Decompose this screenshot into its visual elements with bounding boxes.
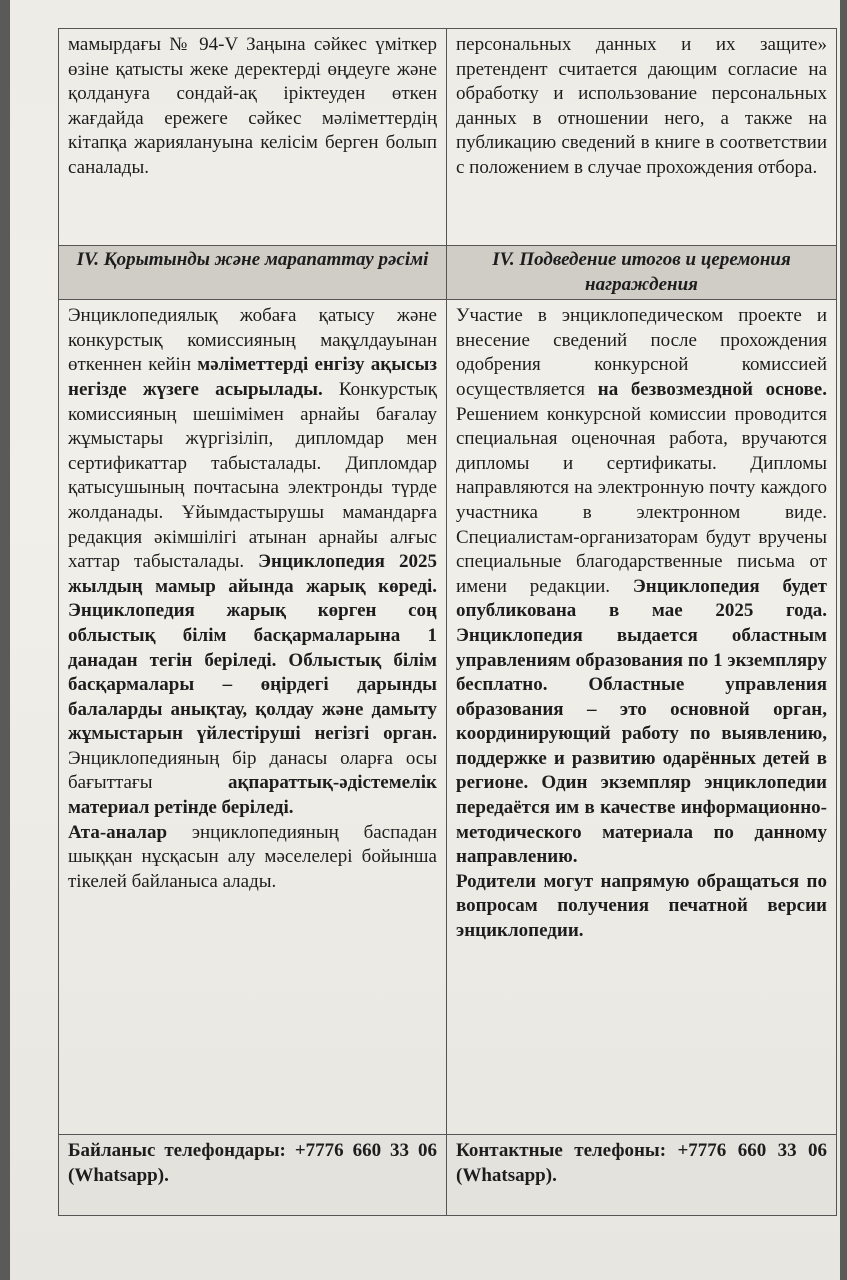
text-run-bold: мәліметтерді енгізу ақысыз негізде жүзеге асырылады. [68,354,437,400]
text-run-bold: Энциклопедия будет опубликована в мае 2025 года. Энциклопедия выдается областным управлениям образования по 1 экземпляру бесплатно. Областные управления образования – это основной орган, координирующий работу по выявлению, поддержке и развитию одарённых детей в регионе. Один экземпляр энциклопедии передаётся им в качестве информационно-методического материала по данному направлению. [456,575,827,868]
contacts-ru: Контактные телефоны: +7776 660 33 06 (Whatsapp). [447,1135,837,1216]
text-run-bold: Энциклопедия 2025 жылдың мамыр айында жарық көреді. Энциклопедия жарық көрген соң облыстық білім басқармаларына 1 данадан тегін беріледі. Облыстық білім басқармалары – өңірдегі дарынды балаларды анықтау, қолдау және дамыту жұмыстарын үйлестіруші негізгі орган. [68,551,437,745]
consent-cell-kk [59,29,447,246]
parents-paragraph-ru: Родители могут напрямую обращаться по вопросам получения печатной версии энциклопедии. [456,870,827,942]
text-run: Участие в энциклопедическом проекте и внесение сведений после прохождения одобрения конкурсной комиссией осуществляется [456,305,827,400]
table-row-results [59,300,837,1135]
consent-text-ru: персональных данных и их защите» претендент считается дающим согласие на обработку и использование персональных данных в отношении него, а также на публикацию сведений в книге в соответствии с положением в случае прохождения отбора. [456,34,827,178]
text-run: энциклопедияның баспадан шыққан нұсқасын алу мәселелері бойынша тікелей байланыса алады. [68,821,437,892]
results-cell-kk [59,300,447,1135]
consent-cell-ru [447,29,837,246]
parents-paragraph-kk [68,821,437,895]
results-cell-ru [447,300,837,1135]
text-run-bold: ақпараттық-әдістемелік материал ретінде беріледі. [68,772,437,819]
text-run: Конкурстық комиссияның шешімімен арнайы бағалау жұмыстары жүргізіліп, дипломдар мен сертификаттар табысталады. Дипломдар қатысушының почтасына электронды түрде жолданады. Ұйымдастырушы мамандарға редакция әкімшілігі атынан арнайы алғыс хаттар табысталады. [68,378,437,573]
contacts-row [59,1135,837,1216]
consent-text-kk: мамырдағы № 94-V Заңына сәйкес үміткер өзіне қатысты жеке деректерді өңдеуге және қолдануға сондай-ақ іріктеуден өткен жағдайда ережеге сәйкес мәліметтердің кітапқа жариялануына келісім берген болып саналады. [68,34,437,178]
results-paragraph-ru [456,304,827,870]
text-run-bold: Ата-аналар [68,821,168,843]
contacts-kk: Байланыс телефондары: +7776 660 33 06 (Whatsapp). [59,1135,447,1216]
section-heading-ru: IV. Подведение итогов и церемония награждения [447,246,837,300]
text-run: Решением конкурсной комиссии проводится специальная оценочная работа, вручаются дипломы и сертификаты. Дипломы направляются на электронную почту каждого участника в электронном виде. Специалистам-организаторам будут вручены специальные благодарственные письма от имени редакции. [456,403,827,597]
section-heading-kk: IV. Қорытынды және марапаттау рәсімі [59,246,447,300]
text-run-bold: на безвозмездной основе. [597,378,827,400]
section-header-row [59,246,837,300]
table-row-consent [59,29,837,246]
bilingual-table [58,28,837,1216]
results-paragraph-kk [68,304,437,820]
text-run: Энциклопедиялық жобаға қатысу және конкурстық комиссияның мақұлдауынан өткеннен кейін [68,305,437,376]
document-page [10,0,840,1280]
text-run: Энциклопедияның бір данасы оларға осы бағыттағы [68,747,437,794]
